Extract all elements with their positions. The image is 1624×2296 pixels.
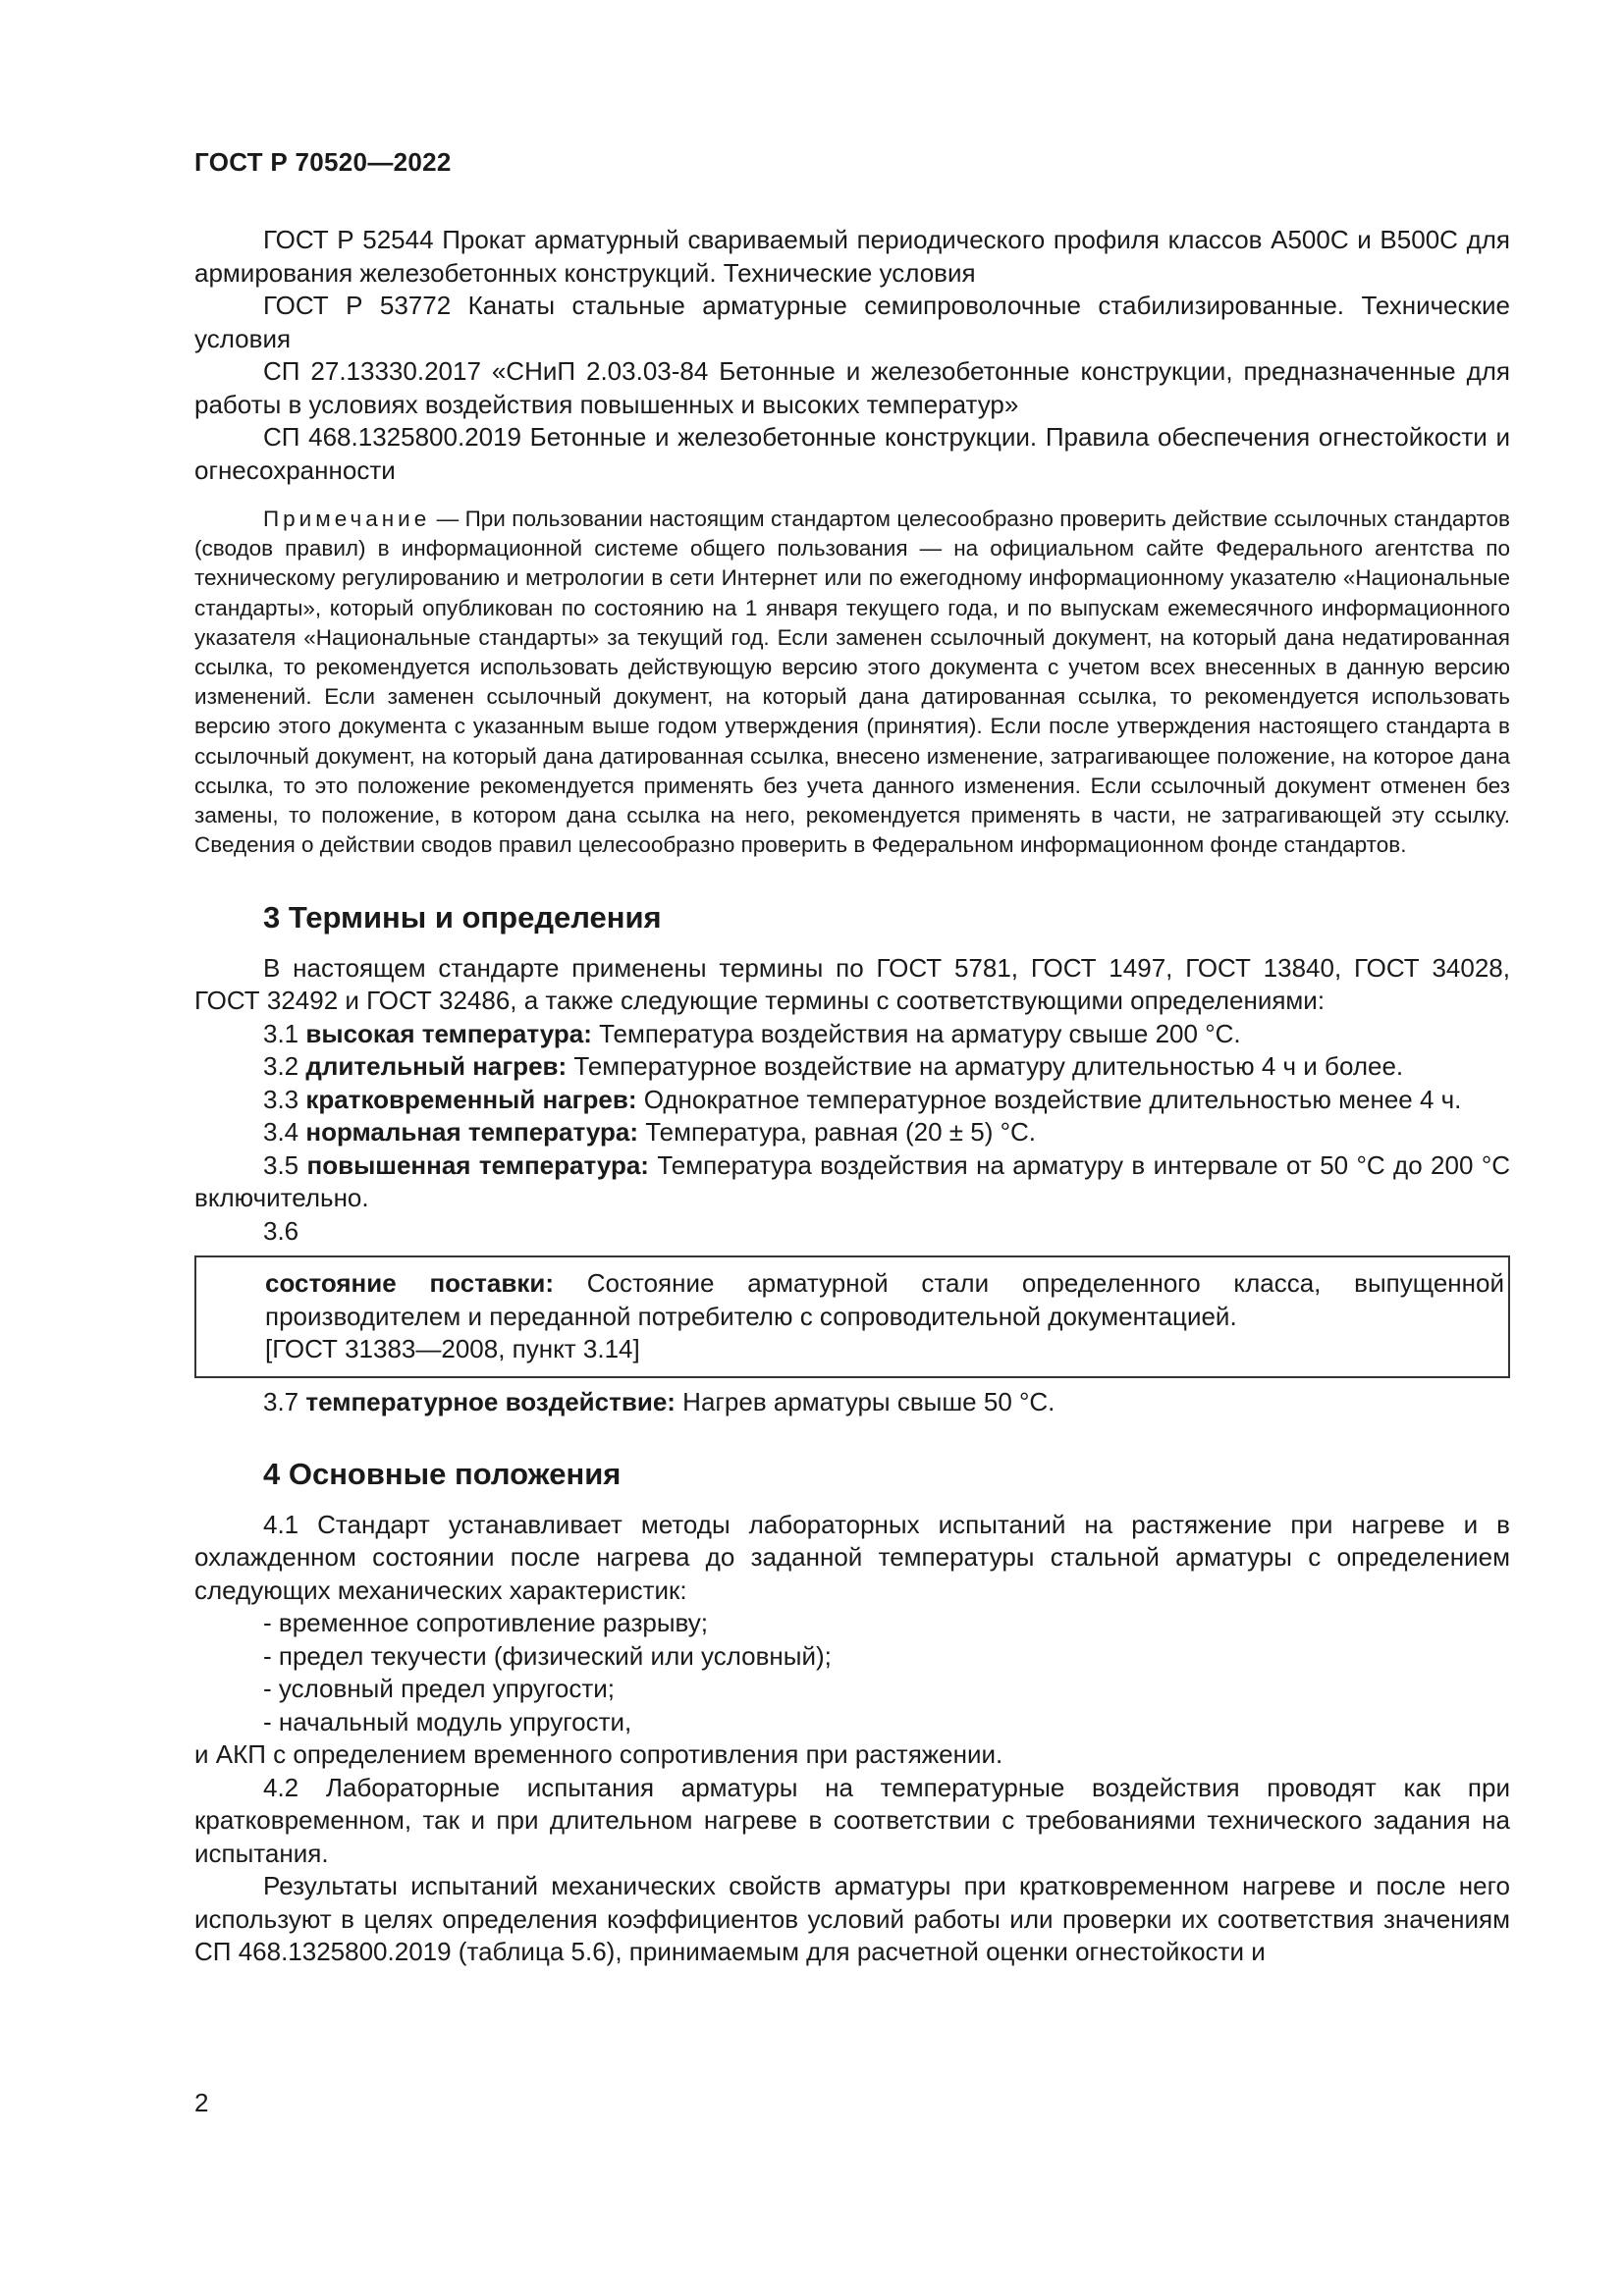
term-definition: Температура воздействия на арматуру в интервале от 50 °С до 200 °С включительно. xyxy=(194,1149,1510,1213)
list-item: - предел текучести (физический или условный); xyxy=(263,1640,832,1671)
term-name: высокая температура: xyxy=(305,1018,592,1048)
list-item: - условный предел упругости; xyxy=(263,1674,615,1704)
term-3-2 xyxy=(194,1050,1510,1084)
term-3-1 xyxy=(194,1018,1510,1051)
reference-gost-53772: ГОСТ Р 53772 Канаты стальные арматурные семипроволочные стабилизированные. Технические условия xyxy=(194,291,1510,353)
section-3-intro: В настоящем стандарте применены термины по ГОСТ 5781, ГОСТ 1497, ГОСТ 13840, ГОСТ 34028, ГОСТ 32492 и ГОСТ 32486, а также следующие термины с соответствующими определениями: xyxy=(194,952,1510,1016)
term-3-6-number: 3.6 xyxy=(263,1215,299,1246)
page-number: 2 xyxy=(194,2088,209,2117)
reference-gost-52544: ГОСТ Р 52544 Прокат арматурный свариваемый периодического профиля классов А500С и В500С для армирования железобетонных конструкций. Технические условия xyxy=(194,225,1510,288)
term-3-5 xyxy=(194,1149,1510,1215)
term-3-4 xyxy=(194,1116,1510,1149)
term-number: 3.7 xyxy=(263,1386,306,1416)
paragraph-4-3: Результаты испытаний механических свойств арматуры при кратковременном нагреве и после него используют в целях определения коэффициентов условий работы или проверки их соответствия значениям СП 468.1325800.2019 (таблица 5.6), принимаемым для расчетной оценки огнестойкости и xyxy=(194,1871,1510,1967)
term-name: состояние поставки: xyxy=(265,1268,554,1299)
term-name: нормальная температура: xyxy=(305,1117,638,1148)
note-text: — При пользовании настоящим стандартом целесообразно проверить действие ссылочных стандартов (сводов правил) в информационной системе общего пользования — на официальном сайте Федерального агентства по техническому регулированию и метрологии в сети Интернет или по ежегодному информационному указателю «Национальные стандарты», который опубликован по состоянию на 1 января текущего года, и по выпускам ежемесячного информационного указателя «Национальные стандарты» за текущий год. Если заменен ссылочный документ, на который дана недатированная ссылка, то рекомендуется использовать действующую версию этого документа с учетом всех внесенных в данную версию изменений. Если заменен ссылочный документ, на который дана датированная ссылка, то рекомендуется использовать версию этого документа с указанным выше годом утверждения (принятия). Если после утверждения настоящего стандарта в ссылочный документ, на который дана датированная ссылка, внесено изменение, затрагивающее положение, на которое дана ссылка, то это положение рекомендуется применять без учета данного изменения. Если ссылочный документ отменен без замены, то положение, в котором дана ссылка на него, рекомендуется применять в части, не затрагивающей эту ссылку. Сведения о действии сводов правил целесообразно проверить в Федеральном информационном фонде стандартов. xyxy=(194,507,1510,858)
term-name: длительный нагрев: xyxy=(305,1051,568,1082)
term-3-3 xyxy=(194,1084,1510,1117)
term-3-7 xyxy=(194,1386,1510,1419)
term-number: 3.4 xyxy=(263,1117,306,1148)
term-definition: Температура воздействия на арматуру свыше 200 °С. xyxy=(591,1018,1241,1048)
term-number: 3.5 xyxy=(263,1149,307,1180)
document-header-code: ГОСТ Р 70520—2022 xyxy=(194,147,452,177)
term-definition: Однократное температурное воздействие длительностью менее 4 ч. xyxy=(636,1084,1462,1114)
reference-sp-27: СП 27.13330.2017 «СНиП 2.03.03-84 Бетонные и железобетонные конструкции, предназначенные для работы в условиях воздействия повышенных и высоких температур» xyxy=(194,356,1510,419)
note-paragraph xyxy=(194,505,1510,860)
term-number: 3.2 xyxy=(263,1051,306,1082)
paragraph-4-1: 4.1 Стандарт устанавливает методы лабораторных испытаний на растяжение при нагреве и в охлажденном состоянии после нагрева до заданной температуры стальной арматуры с определением следующих механических характеристик: xyxy=(194,1509,1510,1605)
term-name: повышенная температура: xyxy=(306,1149,649,1180)
term-definition: Температурное воздействие на арматуру длительностью 4 ч и более. xyxy=(567,1051,1404,1082)
document-body xyxy=(194,224,1510,1969)
term-definition: Температура, равная (20 ± 5) °С. xyxy=(638,1117,1037,1148)
paragraph-4-2: 4.2 Лабораторные испытания арматуры на температурные воздействия проводят как при кратковременном, так и при длительном нагреве в соответствии с требованиями технического задания на испытания. xyxy=(194,1772,1510,1868)
note-label: Примечание xyxy=(263,507,431,531)
list-item: - временное сопротивление разрыву; xyxy=(263,1608,708,1638)
term-definition: Нагрев арматуры свыше 50 °С. xyxy=(675,1386,1056,1416)
term-name: температурное воздействие: xyxy=(305,1386,676,1416)
section-4-title: 4 Основные положения xyxy=(263,1457,622,1492)
term-3-6-source: [ГОСТ 31383—2008, пункт 3.14] xyxy=(265,1334,640,1364)
term-name: кратковременный нагрев: xyxy=(305,1084,637,1114)
term-3-6-box xyxy=(194,1255,1510,1378)
section-3-title: 3 Термины и определения xyxy=(263,900,662,935)
term-number: 3.3 xyxy=(263,1084,306,1114)
paragraph-4-1-tail: и АКП с определением временного сопротивления при растяжении. xyxy=(194,1739,1003,1770)
term-3-6-definition xyxy=(265,1267,1504,1333)
term-definition: Состояние арматурной стали определенного класса, выпущенной производителем и переданной потребителю с сопроводительной документацией. xyxy=(265,1268,1504,1331)
reference-sp-468: СП 468.1325800.2019 Бетонные и железобетонные конструкции. Правила обеспечения огнестойкости и огнесохранности xyxy=(194,422,1510,485)
term-number: 3.1 xyxy=(263,1018,306,1048)
list-item: - начальный модуль упругости, xyxy=(263,1706,632,1736)
